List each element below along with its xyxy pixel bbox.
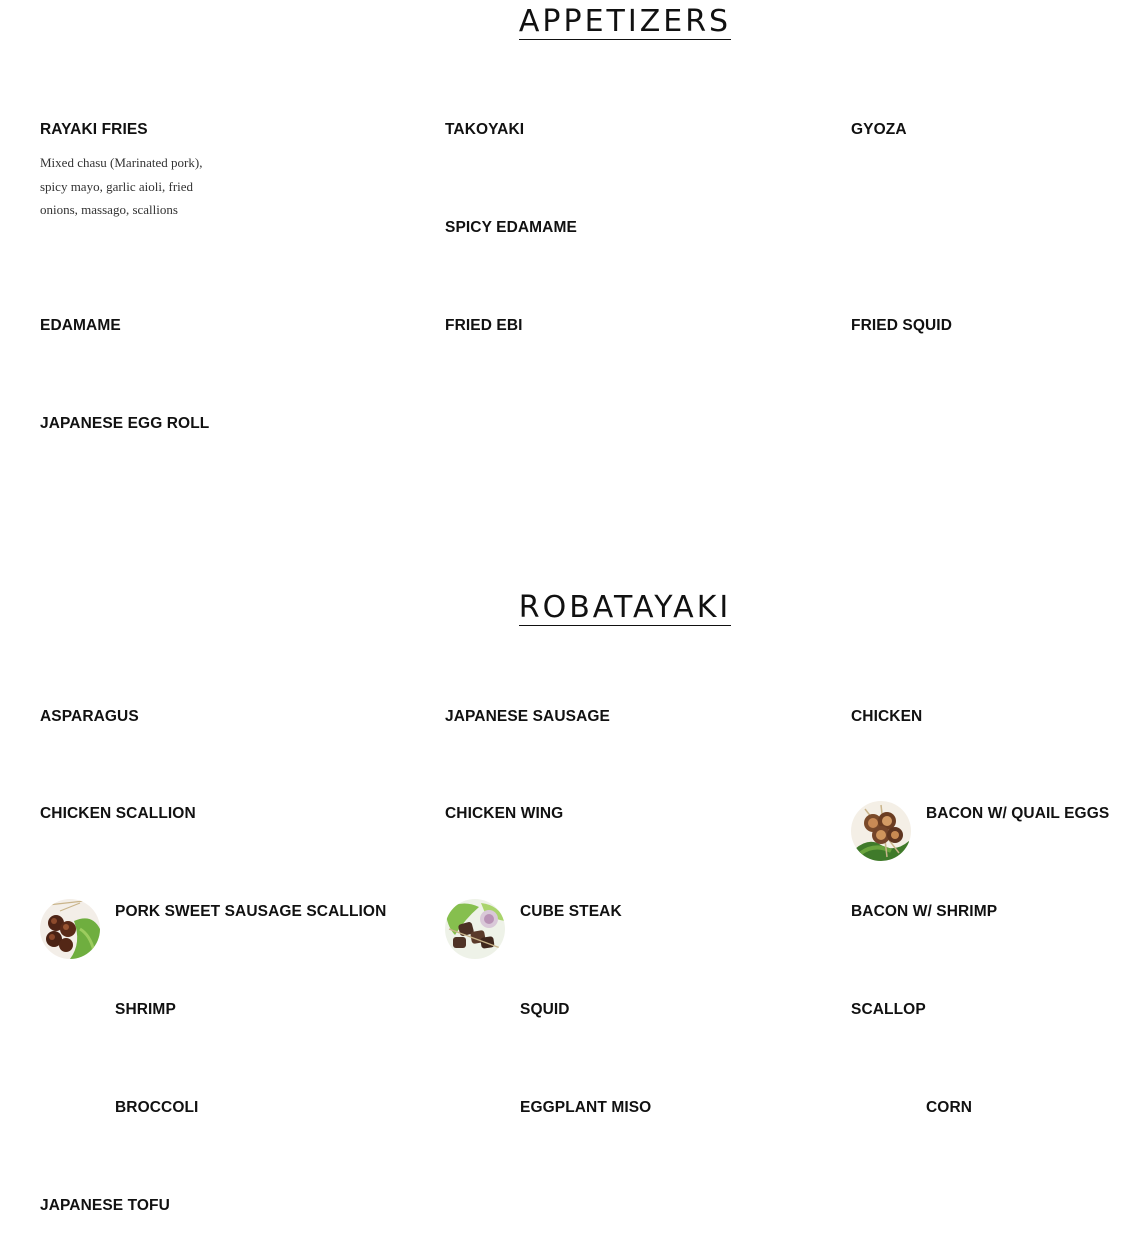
cube-steak-photo[interactable]	[445, 899, 505, 959]
menu-item-name: EGGPLANT MISO	[520, 1099, 652, 1116]
menu-item-cube-steak	[520, 903, 622, 921]
menu-item-name: BACON W/ SHRIMP	[851, 903, 998, 920]
menu-item-chicken-scallion	[40, 805, 196, 823]
menu-item-name: GYOZA	[851, 121, 907, 138]
menu-item-bacon-quail-eggs	[926, 805, 1109, 823]
menu-item-chicken-wing	[445, 805, 563, 823]
menu-item-name: CUBE STEAK	[520, 903, 622, 920]
menu-item-name: FRIED SQUID	[851, 317, 952, 334]
menu-item-pork-sweet-sausage-scallion	[115, 903, 386, 921]
menu-item-name: BACON W/ QUAIL EGGS	[926, 805, 1110, 822]
menu-item-shrimp	[115, 1001, 176, 1019]
menu-item-name: JAPANESE EGG ROLL	[40, 415, 210, 432]
menu-item-name: EDAMAME	[40, 317, 121, 334]
menu-item-japanese-sausage	[445, 708, 610, 726]
menu-item-name: CHICKEN	[851, 708, 923, 725]
menu-item-name: JAPANESE TOFU	[40, 1197, 170, 1214]
menu-item-edamame	[40, 317, 121, 335]
robatayaki-heading	[0, 590, 1130, 626]
menu-item-eggplant-miso	[520, 1099, 651, 1117]
menu-item-name: SHRIMP	[115, 1001, 176, 1018]
menu-item-name: CHICKEN SCALLION	[40, 805, 196, 822]
menu-item-rayaki-fries	[40, 121, 230, 222]
menu-item-name: TAKOYAKI	[445, 121, 525, 138]
menu-item-corn	[926, 1099, 972, 1117]
menu-item-name: PORK SWEET SAUSAGE SCALLION	[115, 903, 387, 920]
menu-item-name: JAPANESE SAUSAGE	[445, 708, 610, 725]
menu-item-name: CORN	[926, 1099, 973, 1116]
menu-item-name: SPICY EDAMAME	[445, 219, 577, 236]
menu-item-name: ASPARAGUS	[40, 708, 139, 725]
pork-sausage-photo[interactable]	[40, 899, 100, 959]
menu-item-japanese-tofu	[40, 1197, 170, 1215]
menu-item-name: SQUID	[520, 1001, 570, 1018]
menu-item-name: SCALLOP	[851, 1001, 926, 1018]
menu-item-name: CHICKEN WING	[445, 805, 564, 822]
menu-item-japanese-egg-roll	[40, 415, 209, 433]
menu-item-spicy-edamame	[445, 219, 577, 237]
appetizers-title: APPETIZERS	[518, 4, 732, 39]
menu-item-chicken	[851, 708, 922, 726]
appetizers-heading	[0, 4, 1130, 40]
menu-item-fried-ebi	[445, 317, 523, 335]
bacon-quail-eggs-photo[interactable]	[851, 801, 911, 861]
menu-item-name: RAYAKI FRIES	[40, 121, 148, 138]
robatayaki-title: ROBATAYAKI	[518, 590, 732, 625]
menu-item-squid	[520, 1001, 570, 1019]
menu-item-asparagus	[40, 708, 139, 726]
menu-item-name: FRIED EBI	[445, 317, 523, 334]
menu-item-description: Mixed chasu (Marinated pork), spicy mayo, garlic aioli, fried onions, massago, scallions	[40, 155, 203, 217]
menu-item-gyoza	[851, 121, 907, 139]
menu-item-bacon-shrimp	[851, 903, 997, 921]
menu-item-broccoli	[115, 1099, 198, 1117]
menu-item-takoyaki	[445, 121, 524, 139]
menu-item-fried-squid	[851, 317, 952, 335]
menu-item-name: BROCCOLI	[115, 1099, 199, 1116]
menu-item-scallop	[851, 1001, 926, 1019]
